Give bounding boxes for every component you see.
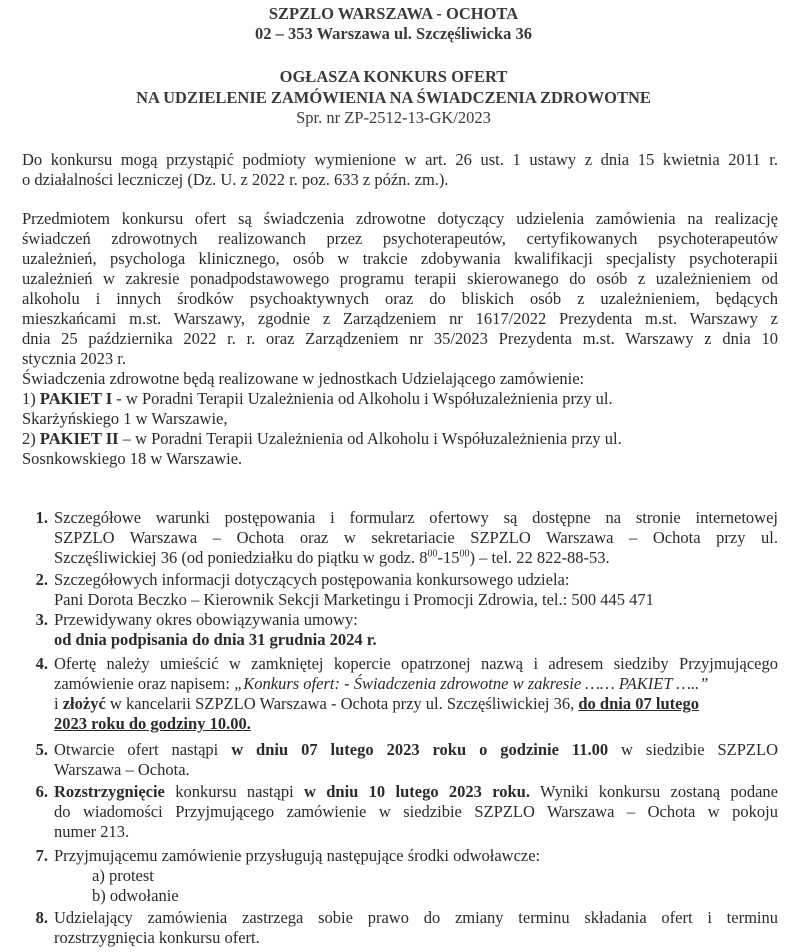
package-1-prefix: 1) <box>22 389 36 408</box>
submit-text: i <box>54 694 63 713</box>
list-item-line: Przewidywany okres obowiązywania umowy: <box>54 610 358 629</box>
resolution-text: Wyniki konkursu zostaną podane <box>529 782 778 801</box>
subject-line: świadczeń zdrowotnych realizowanch przez psychoterapeutów, certyfikowanych psychoterapeutów <box>22 229 778 248</box>
list-item-line: rozstrzygnięcia konkursu ofert. <box>54 928 260 947</box>
subject-line: stycznia 2023 r. <box>22 349 127 368</box>
list-item-line: do wiadomości Przyjmującego zamówienie w siedzibie SZPZLO Warszawa – Ochota w pokoju <box>54 802 778 821</box>
subject-line: Przedmiotem konkursu ofert są świadczenia zdrowotne dotyczący udzielenia zamówienia na realizację <box>22 209 778 228</box>
package-1-continuation: Skarżyńskiego 1 w Warszawie, <box>22 409 228 428</box>
subject-line: uzależnień w zakresie ponadpodstawowego programu terapii skierowanego do osób z uzależnieniem od <box>22 269 778 288</box>
list-number: 6. <box>35 782 48 801</box>
opening-text: Otwarcie ofert nastąpi <box>54 740 232 759</box>
list-item-line: Szczegółowych informacji dotyczących postępowania konkursowego udziela: <box>54 570 570 589</box>
resolution-date: w dniu 10 lutego 2023 roku. <box>304 782 530 801</box>
envelope-text: zamówienie oraz napisem: <box>54 674 235 693</box>
package-1-name: PAKIET I <box>39 389 113 408</box>
list-number: 7. <box>35 846 48 865</box>
reference-number: Spr. nr ZP-2512-13-GK/2023 <box>296 108 491 127</box>
deadline-time: 2023 roku do godziny 10.00. <box>54 714 251 733</box>
contact-person-line: Pani Dorota Beczko – Kierownik Sekcji Marketingu i Promocji Zdrowia, tel.: 500 445 471 <box>54 590 654 609</box>
list-item-line <box>54 782 778 802</box>
package-2-text: – w Poradni Terapii Uzależnienia od Alkoholu i Współuzależnienia przy ul. <box>118 429 622 448</box>
list-number: 3. <box>35 610 48 629</box>
envelope-label: „Konkurs ofert: - Świadczenia zdrowotne w zakresie …… PAKIET …..” <box>234 674 709 693</box>
package-2-continuation: Sosnkowskiego 18 w Warszawie. <box>22 449 243 468</box>
list-item-line <box>54 674 778 694</box>
intro-paragraph <box>22 150 778 190</box>
package-2-name: PAKIET II <box>39 429 119 448</box>
hours-superscript: 00 <box>459 548 470 560</box>
package-1-text: - w Poradni Terapii Uzależnienia od Alkoholu i Współuzależnienia przy ul. <box>112 389 613 408</box>
submit-text: w kancelarii SZPZLO Warszawa - Ochota przy ul. Szczęśliwickiej 36, <box>105 694 579 713</box>
opening-text: w siedzibie SZPZLO <box>608 740 778 759</box>
subject-line: mieszkańcami m.st. Warszawy, zgodnie z Zarządzeniem nr 1617/2022 Prezydenta m.st. Warszawy z <box>22 309 778 328</box>
list-item-line <box>54 694 778 714</box>
subject-line: Świadczenia zdrowotne będą realizowane w jednostkach Udzielającego zamówienie: <box>22 369 585 388</box>
package-2-line <box>22 429 778 449</box>
phone-text: ) – tel. 22 822-88-53. <box>469 548 610 567</box>
list-number: 8. <box>35 908 48 927</box>
intro-line: o działalności leczniczej (Dz. U. z 2022 r. poz. 633 z późn. zm.). <box>22 170 449 189</box>
hours-text: Szczęśliwickiej 36 (od poniedziałku do piątku w godz. 8 <box>54 548 428 567</box>
opening-date: w dniu 07 lutego 2023 roku o godzinie 11.00 <box>231 740 609 759</box>
contract-period: od dnia podpisania do dnia 31 grudnia 2024 r. <box>54 630 377 649</box>
subject-line: alkoholu i innych środków psychoaktywnych oraz do bliskich osób z uzależnieniem, będących <box>22 289 778 308</box>
deadline-date: do dnia 07 lutego <box>578 694 699 713</box>
list-item-line <box>54 740 778 760</box>
announcement-title: OGŁASZA KONKURS OFERT <box>279 67 508 86</box>
package-2-prefix: 2) <box>22 429 36 448</box>
list-item-line: Przyjmującemu zamówienie przysługują następujące środki odwoławcze: <box>54 846 541 865</box>
announcement-subtitle: NA UDZIELENIE ZAMÓWIENIA NA ŚWIADCZENIA ZDROWOTNE <box>136 88 651 107</box>
list-item-line: Ofertę należy umieścić w zamkniętej kopercie opatrzonej nazwą i adresem siedziby Przyjmującego <box>54 654 778 673</box>
package-1-line <box>22 389 778 409</box>
subject-line: uzależnień, psychologa klinicznego, osób w trakcie zdobywania kwalifikacji specjalisty psychoterapii <box>22 249 778 268</box>
list-item-line: SZPZLO Warszawa – Ochota oraz w sekretariacie SZPZLO Warszawa – Ochota przy ul. <box>54 528 778 547</box>
submit-verb: złożyć <box>62 694 106 713</box>
resolution-text: konkursu nastąpi <box>164 782 304 801</box>
list-item-line: Warszawa – Ochota. <box>54 760 190 779</box>
subject-paragraph <box>22 209 778 469</box>
subject-line: dnia 25 października 2022 r. r. oraz Zarządzeniem nr 35/2023 Prezydenta m.st. Warszawy z dnia 10 <box>22 329 778 348</box>
hours-text: -15 <box>437 548 460 567</box>
list-number: 4. <box>35 654 48 673</box>
list-item-line <box>54 548 778 568</box>
remedy-protest: a) protest <box>92 866 154 885</box>
remedy-appeal: b) odwołanie <box>92 886 179 905</box>
list-number: 1. <box>35 508 48 527</box>
resolution-label: Rozstrzygnięcie <box>54 782 165 801</box>
organization-address: 02 – 353 Warszawa ul. Szczęśliwicka 36 <box>255 24 532 43</box>
list-number: 5. <box>35 740 48 759</box>
intro-line: Do konkursu mogą przystąpić podmioty wymienione w art. 26 ust. 1 ustawy z dnia 15 kwietnia 2011 r. <box>22 150 778 169</box>
organization-name: SZPZLO WARSZAWA - OCHOTA <box>268 4 519 23</box>
list-number: 2. <box>35 570 48 589</box>
list-item-line: Szczegółowe warunki postępowania i formularz ofertowy są dostępne na stronie internetowej <box>54 508 778 527</box>
list-item-line: numer 213. <box>54 822 130 841</box>
hours-superscript: 00 <box>427 548 438 560</box>
list-item-line: Udzielający zamówienia zastrzega sobie prawo do zmiany terminu składania ofert i terminu <box>54 908 778 927</box>
